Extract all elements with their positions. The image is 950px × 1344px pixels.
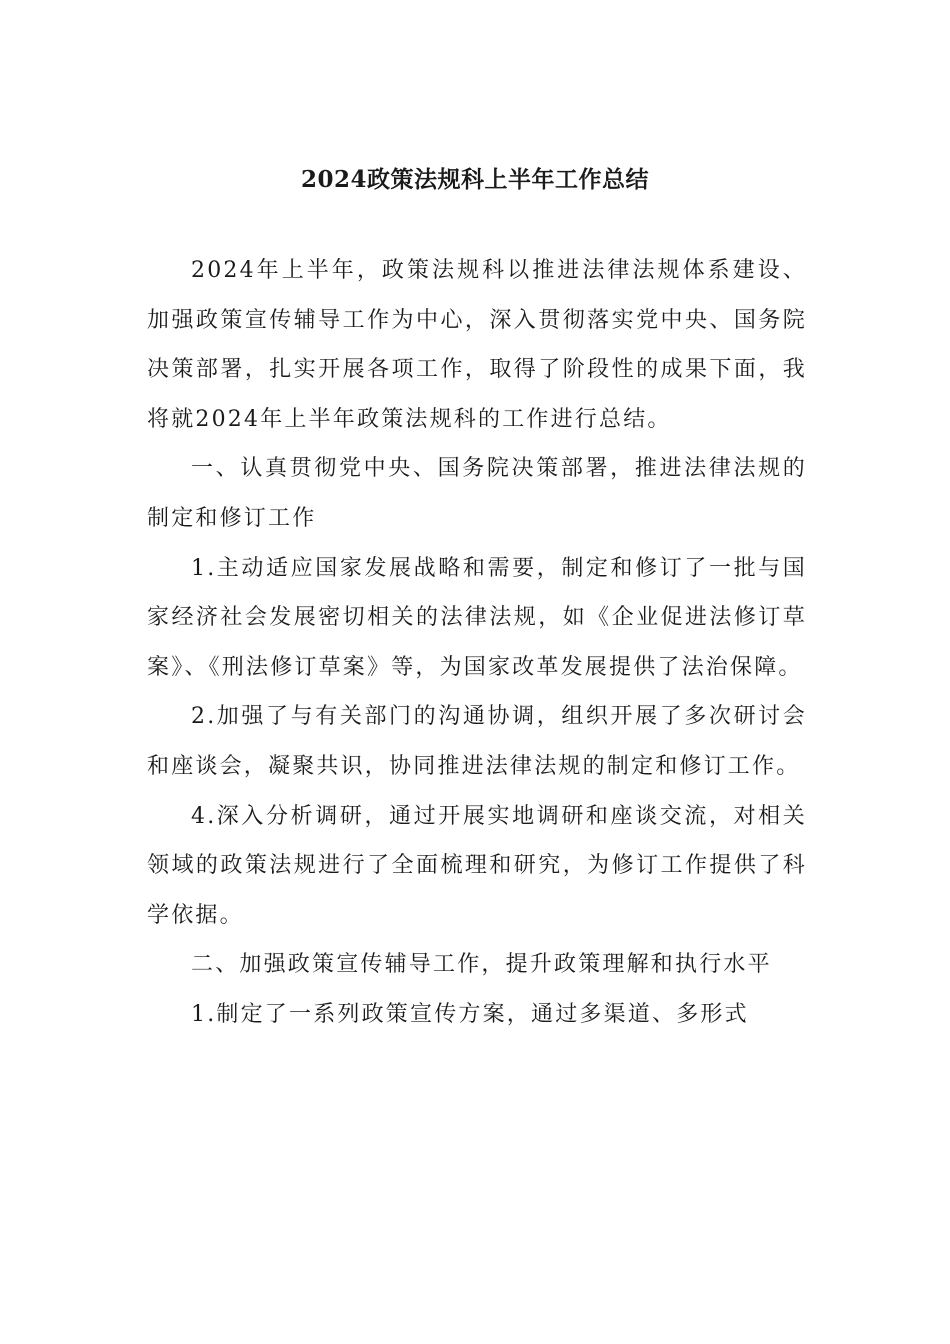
- paragraph-item-2-1: 1.制定了一系列政策宣传方案，通过多渠道、多形式: [191, 1001, 749, 1027]
- paragraph-section-1-heading: 一、认真贯彻党中央、国务院决策部署，推进法律法规的制定和修订工作: [147, 456, 807, 531]
- paragraph-item-1-2: 2.加强了与有关部门的沟通协调，组织开展了多次研讨会和座谈会，凝聚共识，协同推进法律法规的制定和修订工作。: [147, 704, 807, 779]
- document-body: [147, 246, 807, 1040]
- document-title: 2024政策法规科上半年工作总结: [300, 166, 649, 193]
- paragraph-item-1-1: 1.主动适应国家发展战略和需要，制定和修订了一批与国家经济社会发展密切相关的法律法规，如《企业促进法修订草案》、《刑法修订草案》等，为国家改革发展提供了法治保障。: [147, 555, 807, 680]
- paragraph-item-1-4: 4.深入分析调研，通过开展实地调研和座谈交流，对相关领域的政策法规进行了全面梳理和研究，为修订工作提供了科学依据。: [147, 803, 807, 928]
- paragraph-section-2-heading: 二、加强政策宣传辅导工作，提升政策理解和执行水平: [191, 952, 772, 978]
- paragraph-intro: 2024年上半年，政策法规科以推进法律法规体系建设、加强政策宣传辅导工作为中心，深入贯彻落实党中央、国务院决策部署，扎实开展各项工作，取得了阶段性的成果下面，我将就2024年上半年政策法规科的工作进行总结。: [147, 258, 807, 432]
